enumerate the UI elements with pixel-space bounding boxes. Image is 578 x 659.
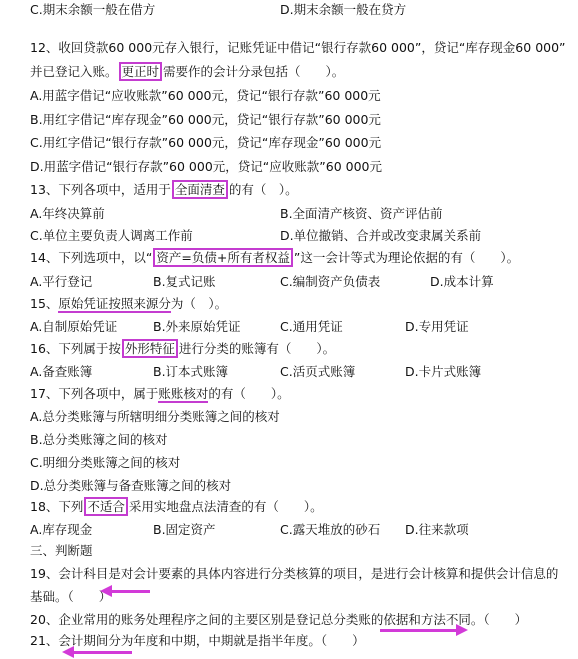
q12-stem-post: 需要作的会计分录包括（ ）。 — [163, 64, 345, 79]
q15-option-a: A.自制原始凭证 — [30, 319, 118, 334]
q12-option-b: B.用红字借记“库存现金”60 000元，贷记“银行存款”60 000元 — [30, 112, 381, 127]
q13-stem-pre: 13、下列各项中，适用于 — [30, 182, 171, 197]
q14-option-c: C.编制资产负债表 — [280, 274, 381, 289]
q21-text: 21、会计期间分为年度和中期，中期就是指半年度。（ ） — [30, 633, 365, 648]
q17-option-a: A.总分类账簿与所辖明细分类账簿之间的核对 — [30, 409, 280, 424]
q16-stem-post: 进行分类的账簿有（ ）。 — [178, 341, 336, 356]
q13-option-b: B.全面清产核资、资产评估前 — [280, 206, 443, 221]
q15-stem-pre: 15、 — [30, 296, 59, 311]
q19-line2: 基础。（ ） — [30, 589, 112, 604]
q16-option-b: B.订本式账簿 — [153, 364, 229, 379]
q20-arrow — [380, 629, 458, 632]
q16-highlight-box: 外形特征 — [122, 339, 178, 358]
q18-stem — [30, 499, 323, 515]
q19-arrow — [110, 590, 150, 593]
q12-stem-line2 — [30, 64, 344, 80]
q18-option-a: A.库存现金 — [30, 522, 93, 537]
q18-stem-pre: 18、下列 — [30, 499, 84, 514]
q17-stem-post: 的有（ ）。 — [208, 386, 290, 401]
section-heading: 三、判断题 — [30, 543, 93, 558]
q12-option-d: D.用蓝字借记“银行存款”60 000元，贷记“应收账款”60 000元 — [30, 159, 382, 174]
q14-option-b: B.复式记账 — [153, 274, 216, 289]
q16-option-d: D.卡片式账簿 — [405, 364, 482, 379]
q16-stem — [30, 341, 335, 357]
q15-option-b: B.外来原始凭证 — [153, 319, 241, 334]
q11-option-c: C.期末余额一般在借方 — [30, 2, 156, 17]
q12-option-a: A.用蓝字借记“应收账款”60 000元，贷记“银行存款”60 000元 — [30, 88, 381, 103]
q13-stem-post: 的有（ ）。 — [228, 182, 298, 197]
q12-option-c: C.用红字借记“银行存款”60 000元，贷记“库存现金”60 000元 — [30, 135, 382, 150]
q18-option-b: B.固定资产 — [153, 522, 216, 537]
q17-option-b: B.总分类账簿之间的核对 — [30, 432, 168, 447]
q17-option-d: D.总分类账簿与备查账簿之间的核对 — [30, 478, 232, 493]
q17-option-c: C.明细分类账簿之间的核对 — [30, 455, 181, 470]
q21-arrow — [72, 651, 132, 654]
q12-highlight-box: 更正时 — [119, 62, 163, 81]
q17-stem-pre: 17、下列各项中，属于 — [30, 386, 159, 401]
q20-text: 20、企业常用的账务处理程序之间的主要区别是登记总分类账的依据和方法不同。（ ） — [30, 612, 528, 627]
q18-stem-post: 采用实地盘点法清查的有（ ）。 — [128, 499, 323, 514]
q14-stem-post: ”这一会计等式为理论依据的有（ ）。 — [293, 250, 520, 265]
q18-option-d: D.往来款项 — [405, 522, 469, 537]
q13-option-a: A.年终决算前 — [30, 206, 105, 221]
q14-option-a: A.平行登记 — [30, 274, 93, 289]
q12-stem-line1: 12、收回贷款60 000元存入银行，记账凭证中借记“银行存款60 000”，贷记“库存现金60 000” — [30, 40, 566, 55]
q14-highlight-box: 资产=负债+所有者权益 — [153, 248, 292, 267]
q18-highlight-box: 不适合 — [84, 497, 128, 516]
q14-option-d: D.成本计算 — [430, 274, 494, 289]
q13-stem — [30, 182, 298, 198]
q15-stem — [30, 296, 227, 312]
q14-stem — [30, 250, 519, 266]
q11-option-d: D.期末余额一般在贷方 — [280, 2, 407, 17]
q15-option-c: C.通用凭证 — [280, 319, 343, 334]
q19-line1: 19、会计科目是对会计要素的具体内容进行分类核算的项目，是进行会计核算和提供会计信息的 — [30, 566, 559, 581]
q12-stem-pre: 并已登记入账。 — [30, 64, 118, 79]
q18-option-c: C.露天堆放的砂石 — [280, 522, 381, 537]
q13-option-d: D.单位撤销、合并或改变隶属关系前 — [280, 228, 482, 243]
q14-stem-pre: 14、下列选项中，以“ — [30, 250, 153, 265]
q16-option-a: A.备查账簿 — [30, 364, 93, 379]
q13-highlight-box: 全面清查 — [172, 180, 228, 199]
q15-stem-post: 为（ ）。 — [170, 296, 228, 311]
q16-stem-pre: 16、下列属于按 — [30, 341, 121, 356]
q13-option-c: C.单位主要负责人调离工作前 — [30, 228, 193, 243]
q15-option-d: D.专用凭证 — [405, 319, 469, 334]
q16-option-c: C.活页式账簿 — [280, 364, 356, 379]
q17-underline: 账账核对 — [158, 386, 209, 401]
q15-underline: 原始凭证按照来源分 — [58, 296, 171, 311]
q17-stem — [30, 386, 290, 402]
